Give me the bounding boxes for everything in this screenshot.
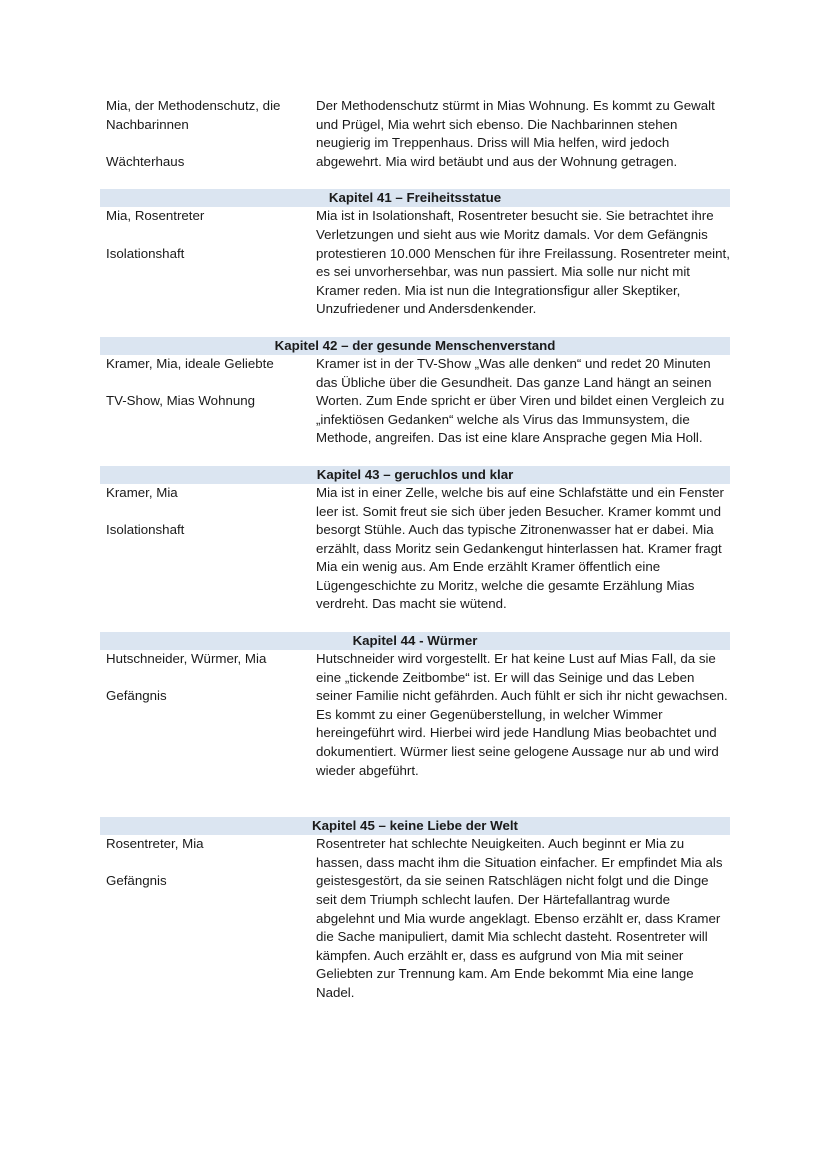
intro-meta <box>100 97 308 171</box>
chapter-44-heading: Kapitel 44 - Würmer <box>100 632 730 650</box>
chapter-43-characters: Kramer, Mia <box>106 484 178 500</box>
chapter-45-location: Gefängnis <box>106 873 167 889</box>
chapter-45-row <box>100 835 730 1002</box>
chapter-42-summary: Kramer ist in der TV-Show „Was alle denken“ und redet 20 Minuten das Übliche über die Gesundheit. Das ganze Land hängt an seinen Worten. Zum Ende spricht er über Viren und bildet einen Vergleich zu „infektiösen Gedanken“ welche als Virus das Immunsystem, die Methode, angreifen. Das ist eine klare Ansprache gegen Mia Holl. <box>316 355 725 446</box>
chapter-44-location: Gefängnis <box>106 688 167 704</box>
chapter-43-meta <box>100 484 308 614</box>
chapter-45-characters: Rosentreter, Mia <box>106 836 204 852</box>
chapter-44-meta <box>100 650 308 780</box>
chapter-42-heading: Kapitel 42 – der gesunde Menschenverstand <box>100 337 730 355</box>
chapter-42-row <box>100 355 730 448</box>
chapter-44-summary: Hutschneider wird vorgestellt. Er hat keine Lust auf Mias Fall, da sie eine „tickende Zeitbombe“ ist. Er will das Seinige und das Leben seiner Familie nicht gefährden. Auch fühlt er sich ihr nicht gewachsen. Es kommt zu einer Gegenüberstellung, in welcher Wimmer hereingeführt wird. Hierbei wird jede Handlung Mias beobachtet und dokumentiert. Würmer liest seine gelogene Aussage nur ab und wird wieder abgeführt. <box>316 651 728 778</box>
chapter-41-row <box>100 207 730 319</box>
chapter-43-summary: Mia ist in einer Zelle, welche bis auf eine Schlafstätte und ein Fenster leer ist. Somit freut sie sich über jeden Besucher. Kramer kommt und besorgt Stühle. Auch das typische Zitronenwasser hat er dabei. Mia erzählt, dass Moritz sein Gedankengut hinterlassen hat. Kramer fragt Mia ein wenig aus. Am Ende erzählt Kramer öffentlich eine Lügengeschichte zu Moritz, welche die gesamte Erzählung Mias verdreht. Das macht sie wütend. <box>316 484 724 612</box>
chapter-45-heading: Kapitel 45 – keine Liebe der Welt <box>100 817 730 835</box>
document-page <box>100 97 730 1003</box>
chapter-41-heading: Kapitel 41 – Freiheitsstatue <box>100 189 730 207</box>
chapter-44-row <box>100 650 730 780</box>
chapter-41-summary: Mia ist in Isolationshaft, Rosentreter besucht sie. Sie betrachtet ihre Verletzungen und sieht aus wie Moritz damals. Vor dem Gefängnis protestieren 10.000 Menschen für ihre Freilassung. Rosentreter meint, es sei unvorhersehbar, was nun passiert. Mia solle nur nicht mit Kramer reden. Mia ist nun die Integrationsfigur aller Skeptiker, Unzufriedener und Andersdenkender. <box>316 208 730 317</box>
chapter-42-meta <box>100 355 308 448</box>
chapter-43-heading: Kapitel 43 – geruchlos und klar <box>100 466 730 484</box>
intro-row <box>100 97 730 171</box>
intro-location: Wächterhaus <box>106 153 185 169</box>
chapter-44-characters: Hutschneider, Würmer, Mia <box>106 651 267 667</box>
chapter-42-characters: Kramer, Mia, ideale Geliebte <box>106 355 274 371</box>
chapter-45-summary: Rosentreter hat schlechte Neuigkeiten. Auch beginnt er Mia zu hassen, dass macht ihm die Situation einfacher. Er empfindet Mia als geistesgestört, da sie seinen Ratschlägen nicht folgt und die Dinge seit dem Triumph schlecht laufen. Der Härtefallantrag wurde abgelehnt und Mia wurde angeklagt. Ebenso erzählt er, dass Kramer die Sache manipuliert, damit Mia schlecht dasteht. Rosentreter will kämpfen. Auch erzählt er, dass es aufgrund von Mia mit seiner Geliebten zur Trennung kam. Am Ende bekommt Mia eine lange Nadel. <box>316 836 723 1000</box>
chapter-45-meta <box>100 835 308 1002</box>
chapter-43-row <box>100 484 730 614</box>
chapter-41-location: Isolationshaft <box>106 245 185 261</box>
intro-characters: Mia, der Methodenschutz, die Nachbarinnen <box>106 98 281 132</box>
intro-summary: Der Methodenschutz stürmt in Mias Wohnung. Es kommt zu Gewalt und Prügel, Mia wehrt sich ebenso. Die Nachbarinnen stehen neugierig im Treppenhaus. Driss will Mia helfen, wird jedoch abgewehrt. Mia wird betäubt und aus der Wohnung getragen. <box>316 98 715 169</box>
chapter-41-meta <box>100 207 308 319</box>
chapter-42-location: TV-Show, Mias Wohnung <box>106 393 256 409</box>
chapter-41-characters: Mia, Rosentreter <box>106 208 205 224</box>
chapter-43-location: Isolationshaft <box>106 522 185 538</box>
